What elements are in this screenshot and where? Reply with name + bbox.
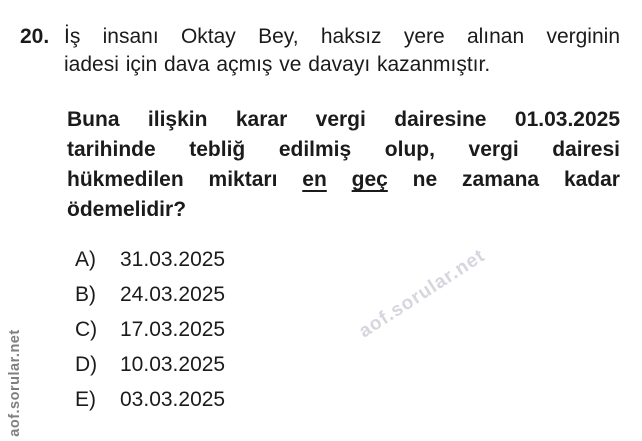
option-letter: D): [75, 352, 98, 376]
option-text: 24.03.2025: [120, 282, 226, 306]
option-letter: E): [75, 387, 96, 411]
question-intro-line: iadesi için dava açmış ve davayı kazanmıştır.: [64, 53, 491, 76]
option-row-c: [75, 312, 225, 347]
options-list: [75, 242, 225, 417]
question-body-line: Buna ilişkin karar vergi dairesine 01.03.2025: [67, 108, 620, 131]
word-space: [327, 168, 352, 191]
option-letter: A): [75, 247, 96, 271]
option-text: 10.03.2025: [120, 352, 226, 376]
question-intro: [64, 23, 620, 79]
underlined-word-en: en: [302, 168, 327, 191]
question-intro-line: İş insanı Oktay Bey, haksız yere alınan verginin: [64, 25, 620, 48]
option-row-b: [75, 277, 225, 312]
watermark-diagonal: aof.sorular.net: [355, 245, 490, 343]
option-letter: B): [75, 282, 96, 306]
option-text: 03.03.2025: [120, 387, 226, 411]
underlined-word-gec: geç: [351, 168, 388, 191]
option-row-d: [75, 347, 225, 382]
option-text: 31.03.2025: [120, 247, 226, 271]
question-body-line3-prefix: hükmedilen miktarı: [67, 168, 303, 191]
option-text: 17.03.2025: [120, 317, 226, 341]
option-row-e: [75, 382, 225, 417]
question-number: 20.: [20, 25, 50, 48]
watermark-left-vertical: aof.sorular.net: [7, 329, 23, 437]
question-body-line: [67, 165, 620, 195]
option-row-a: [75, 242, 225, 277]
question-body-line3-suffix: ne zamana kadar: [387, 168, 620, 191]
question-body-line: ödemelidir?: [67, 198, 187, 221]
question-body-line: tarihinde tebliğ edilmiş olup, vergi dairesi: [67, 138, 620, 161]
option-letter: C): [75, 317, 98, 341]
question-body: [67, 105, 620, 225]
